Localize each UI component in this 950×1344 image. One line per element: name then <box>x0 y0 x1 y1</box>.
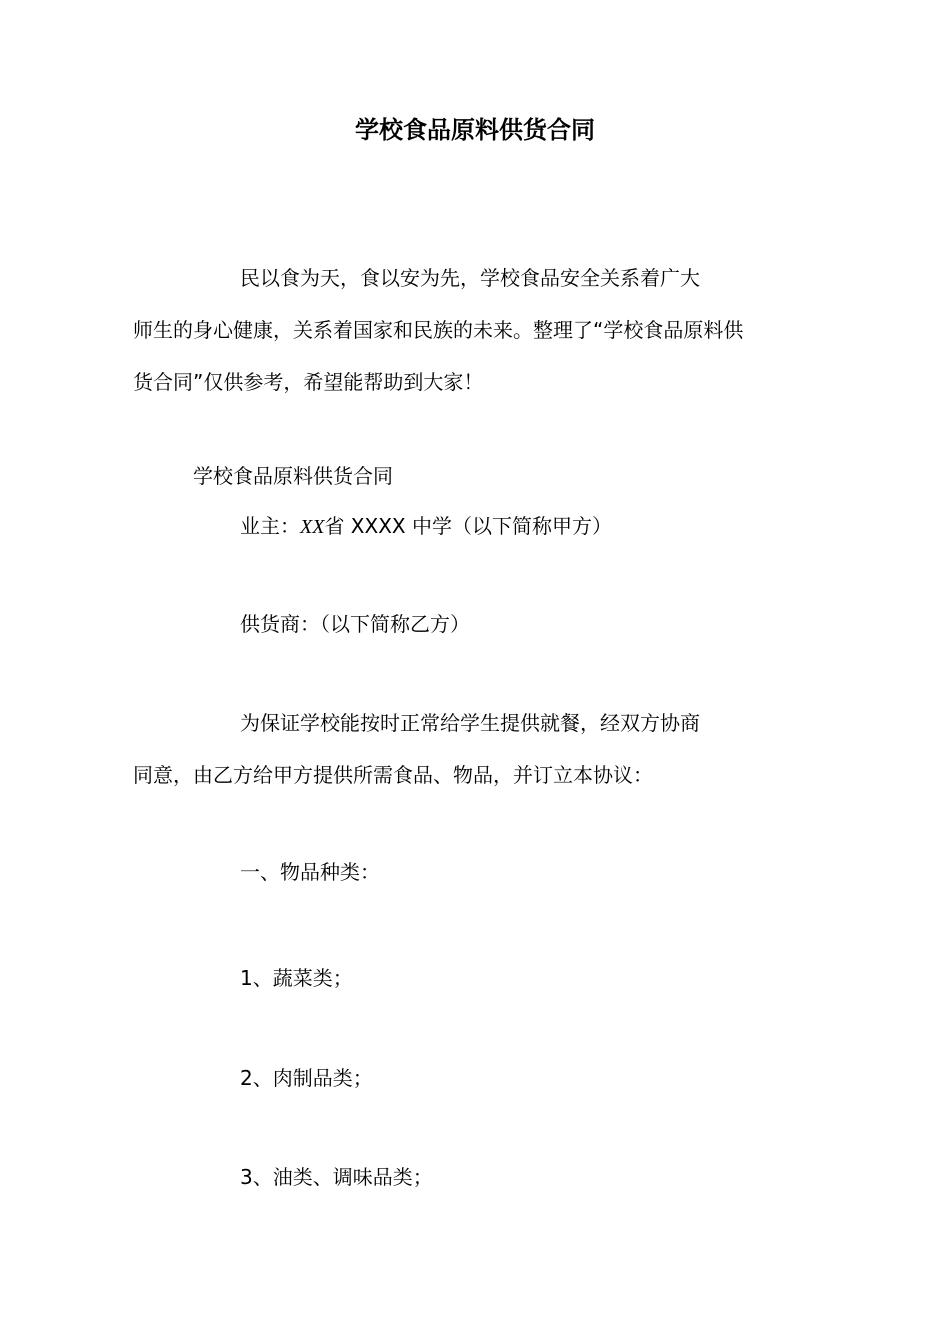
intro-line-2: 师生的身心健康，关系着国家和民族的未来。整理了“学校食品原料供 <box>133 318 744 342</box>
intro-paragraph <box>133 252 833 408</box>
list-item: 2、肉制品类； <box>240 1066 373 1090</box>
supplier-block <box>133 598 833 650</box>
intro-line-3: 货合同”仅供参考，希望能帮助到大家！ <box>133 370 484 394</box>
contract-subtitle-block <box>133 450 833 502</box>
supplier-line: 供货商：（以下简称乙方） <box>240 612 470 636</box>
list-item: 1、蔬菜类； <box>240 966 353 990</box>
intro-line-1: 民以食为天，食以安为先，学校食品安全关系着广大 <box>240 266 700 290</box>
purpose-line-1: 为保证学校能按时正常给学生提供就餐，经双方协商 <box>240 711 700 735</box>
owner-block <box>133 500 833 552</box>
owner-province-placeholder: XX <box>300 516 325 538</box>
list-item: 3、油类、调味品类； <box>240 1165 433 1189</box>
purpose-line-2: 同意，由乙方给甲方提供所需食品、物品，并订立本协议： <box>133 763 653 787</box>
section-one-block <box>133 846 833 898</box>
item-block-3 <box>133 1151 833 1203</box>
owner-rest: 省 XXXX 中学（以下简称甲方） <box>324 514 612 538</box>
owner-label: 业主： <box>240 514 300 538</box>
purpose-paragraph <box>133 697 833 801</box>
item-block-1 <box>133 952 833 1004</box>
section-one-heading: 一、物品种类： <box>240 860 380 884</box>
owner-line <box>133 500 833 552</box>
document-title: 学校食品原料供货合同 <box>355 116 595 144</box>
item-block-2 <box>133 1052 833 1104</box>
contract-subtitle: 学校食品原料供货合同 <box>193 464 393 488</box>
